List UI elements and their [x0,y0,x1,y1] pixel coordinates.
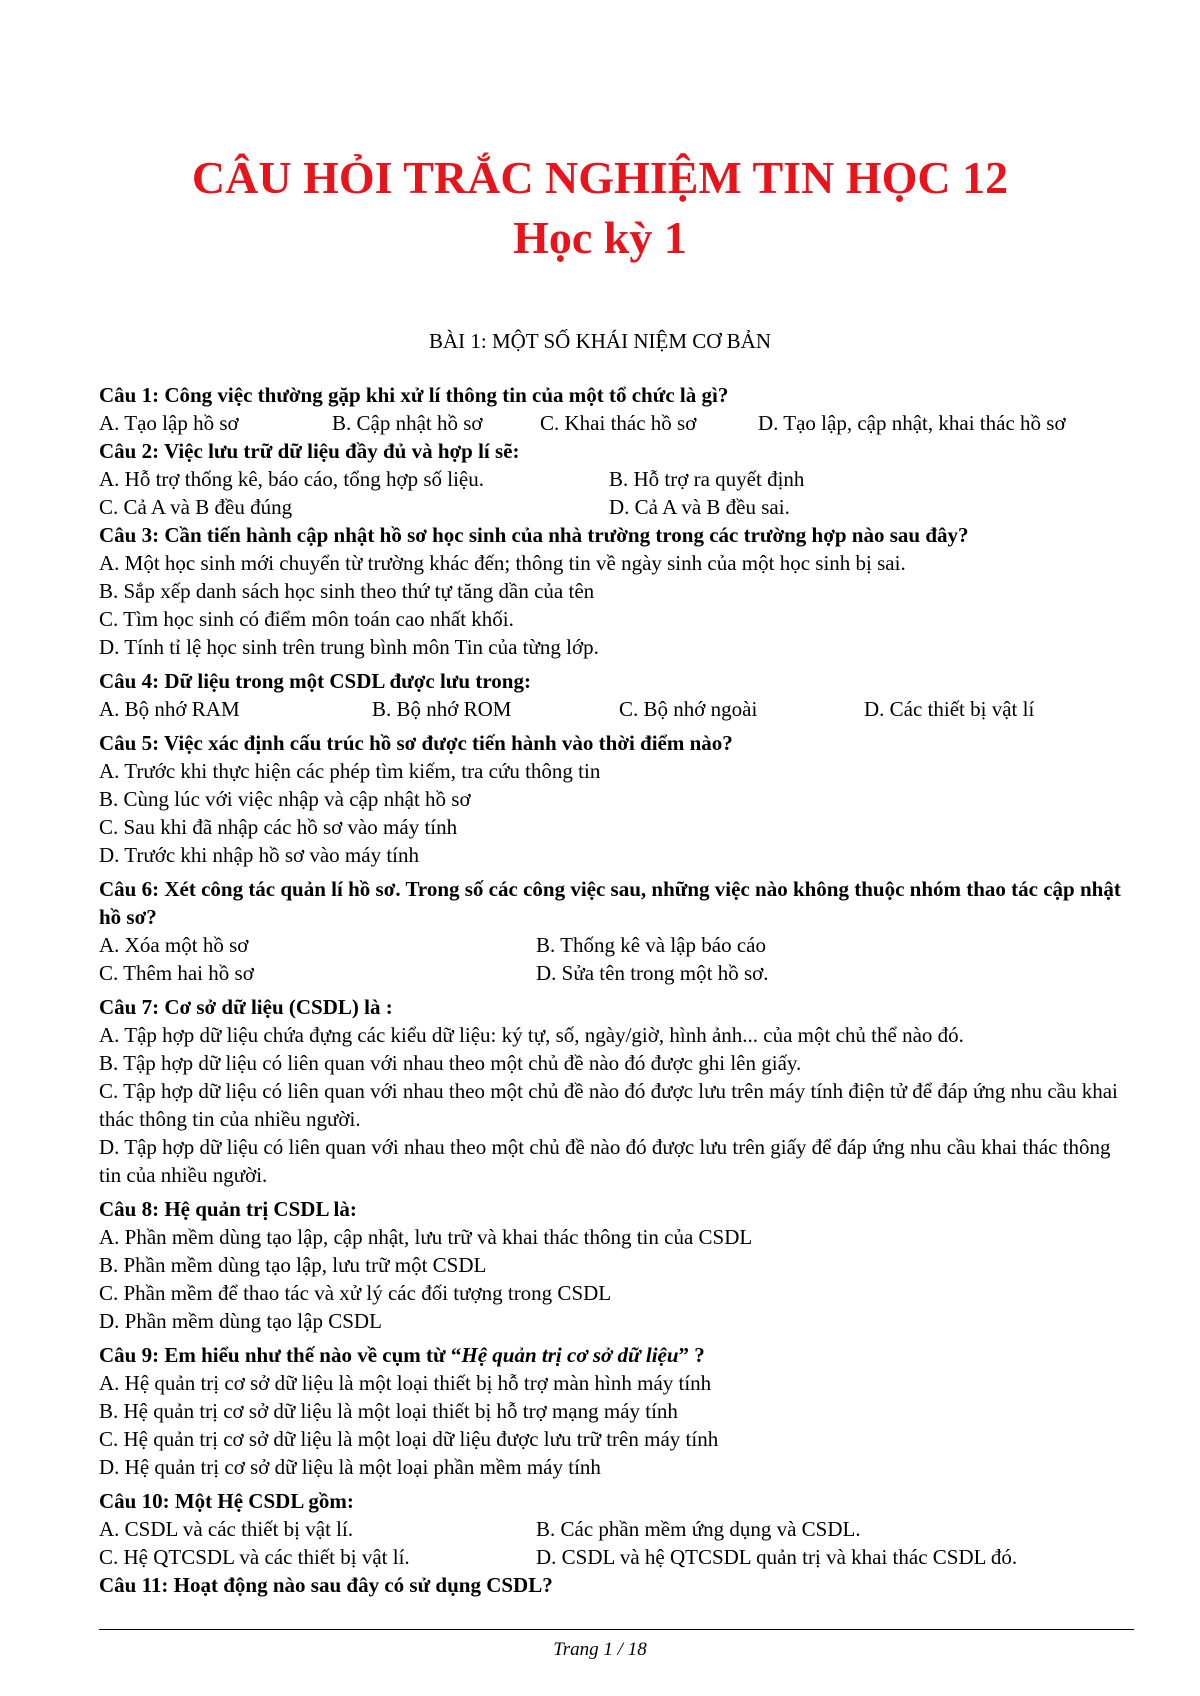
option-b: B. Tập hợp dữ liệu có liên quan với nhau theo một chủ đề nào đó được ghi lên giấy. [99,1051,802,1075]
option-b: B. Các phần mềm ứng dụng và CSDL. [536,1517,861,1541]
question-list [99,381,1134,1599]
option-b: B. Phần mềm dùng tạo lập, lưu trữ một CSDL [99,1253,487,1277]
question-1: Câu 1: Công việc thường gặp khi xử lí thông tin của một tổ chức là gì? [99,383,729,407]
option-d: D. CSDL và hệ QTCSDL quản trị và khai thác CSDL đó. [536,1545,1018,1569]
option-d: D. Hệ quản trị cơ sở dữ liệu là một loại phần mềm máy tính [99,1455,601,1479]
option-d: D. Phần mềm dùng tạo lập CSDL [99,1309,382,1333]
option-a: A. Hỗ trợ thống kê, báo cáo, tổng hợp số liệu. [99,467,484,491]
option-b: B. Bộ nhớ ROM [372,697,512,721]
option-a: A. Tập hợp dữ liệu chứa đựng các kiểu dữ liệu: ký tự, số, ngày/giờ, hình ảnh... của một chủ thể nào đó. [99,1023,964,1047]
option-a: A. Hệ quản trị cơ sở dữ liệu là một loại thiết bị hỗ trợ màn hình máy tính [99,1371,712,1395]
option-a: A. CSDL và các thiết bị vật lí. [99,1517,354,1541]
option-d: D. Tập hợp dữ liệu có liên quan với nhau theo một chủ đề nào đó được lưu trên giấy để đáp ứng nhu cầu khai thác thông tin của nhiều người. [99,1135,1111,1187]
question-2-options-row1 [99,465,1134,493]
document-subtitle: Học kỳ 1 [513,212,687,263]
option-c: C. Cả A và B đều đúng [99,495,293,519]
question-10-options-row2 [99,1543,1134,1571]
question-10: Câu 10: Một Hệ CSDL gồm: [99,1489,354,1513]
option-c: C. Thêm hai hồ sơ [99,961,254,985]
option-a: A. Tạo lập hồ sơ [99,411,239,435]
option-c: C. Khai thác hồ sơ [540,411,697,435]
question-9-text-after: ” ? [678,1343,705,1367]
option-a: A. Bộ nhớ RAM [99,697,240,721]
question-9 [99,1341,1134,1369]
option-c: C. Hệ quản trị cơ sở dữ liệu là một loại dữ liệu được lưu trữ trên máy tính [99,1427,719,1451]
option-d: D. Cả A và B đều sai. [609,495,790,519]
option-b: B. Cập nhật hồ sơ [332,411,483,435]
question-9-text-before: Câu 9: Em hiểu như thế nào về cụm từ “ [99,1343,462,1367]
question-2: Câu 2: Việc lưu trữ dữ liệu đầy đủ và hợp lí sẽ: [99,439,520,463]
option-c: C. Tìm học sinh có điểm môn toán cao nhất khối. [99,607,514,631]
option-d: D. Sửa tên trong một hồ sơ. [536,961,769,985]
question-10-options-row1 [99,1515,1134,1543]
lesson-title: BÀI 1: MỘT SỐ KHÁI NIỆM CƠ BẢN [428,329,772,353]
option-b: B. Cùng lúc với việc nhập và cập nhật hồ sơ [99,787,471,811]
option-a: A. Một học sinh mới chuyển từ trường khác đến; thông tin về ngày sinh của một học sinh bị sai. [99,551,906,575]
question-7: Câu 7: Cơ sở dữ liệu (CSDL) là : [99,995,393,1019]
option-c: C. Phần mềm để thao tác và xử lý các đối tượng trong CSDL [99,1281,612,1305]
question-4: Câu 4: Dữ liệu trong một CSDL được lưu trong: [99,669,531,693]
question-8: Câu 8: Hệ quản trị CSDL là: [99,1197,357,1221]
footer-divider [99,1629,1134,1630]
option-c: C. Tập hợp dữ liệu có liên quan với nhau theo một chủ đề nào đó được lưu trên máy tính điện tử để đáp ứng nhu cầu khai thác thông tin của nhiều người. [99,1079,1118,1131]
option-b: B. Sắp xếp danh sách học sinh theo thứ tự tăng dần của tên [99,579,595,603]
option-d: D. Trước khi nhập hồ sơ vào máy tính [99,843,420,867]
option-b: B. Hệ quản trị cơ sở dữ liệu là một loại thiết bị hỗ trợ mạng máy tính [99,1399,678,1423]
option-a: A. Xóa một hồ sơ [99,933,249,957]
question-6: Câu 6: Xét công tác quản lí hồ sơ. Trong số các công việc sau, những việc nào không thuộc nhóm thao tác cập nhật hồ sơ? [99,877,1121,929]
option-a: A. Trước khi thực hiện các phép tìm kiếm, tra cứu thông tin [99,759,601,783]
option-a: A. Phần mềm dùng tạo lập, cập nhật, lưu trữ và khai thác thông tin của CSDL [99,1225,753,1249]
question-11: Câu 11: Hoạt động nào sau đây có sử dụng CSDL? [99,1573,553,1597]
question-5: Câu 5: Việc xác định cấu trúc hồ sơ được tiến hành vào thời điểm nào? [99,731,733,755]
option-d: D. Tạo lập, cập nhật, khai thác hồ sơ [758,411,1066,435]
option-d: D. Tính tỉ lệ học sinh trên trung bình môn Tin của từng lớp. [99,635,599,659]
option-c: C. Bộ nhớ ngoài [619,697,758,721]
page-number: Trang 1 / 18 [553,1639,647,1660]
question-6-options-row2 [99,959,1134,987]
question-3: Câu 3: Cần tiến hành cập nhật hồ sơ học sinh của nhà trường trong các trường hợp nào sau đây? [99,523,969,547]
option-b: B. Hỗ trợ ra quyết định [609,467,805,491]
question-9-italic-term: Hệ quản trị cơ sở dữ liệu [461,1343,679,1367]
option-c: C. Hệ QTCSDL và các thiết bị vật lí. [99,1545,410,1569]
option-b: B. Thống kê và lập báo cáo [536,933,766,957]
option-d: D. Các thiết bị vật lí [864,697,1035,721]
question-1-options [99,409,1134,437]
document-title: CÂU HỎI TRẮC NGHIỆM TIN HỌC 12 [191,152,1009,203]
question-2-options-row2 [99,493,1134,521]
question-6-options-row1 [99,931,1134,959]
question-4-options [99,695,1134,723]
option-c: C. Sau khi đã nhập các hồ sơ vào máy tính [99,815,458,839]
